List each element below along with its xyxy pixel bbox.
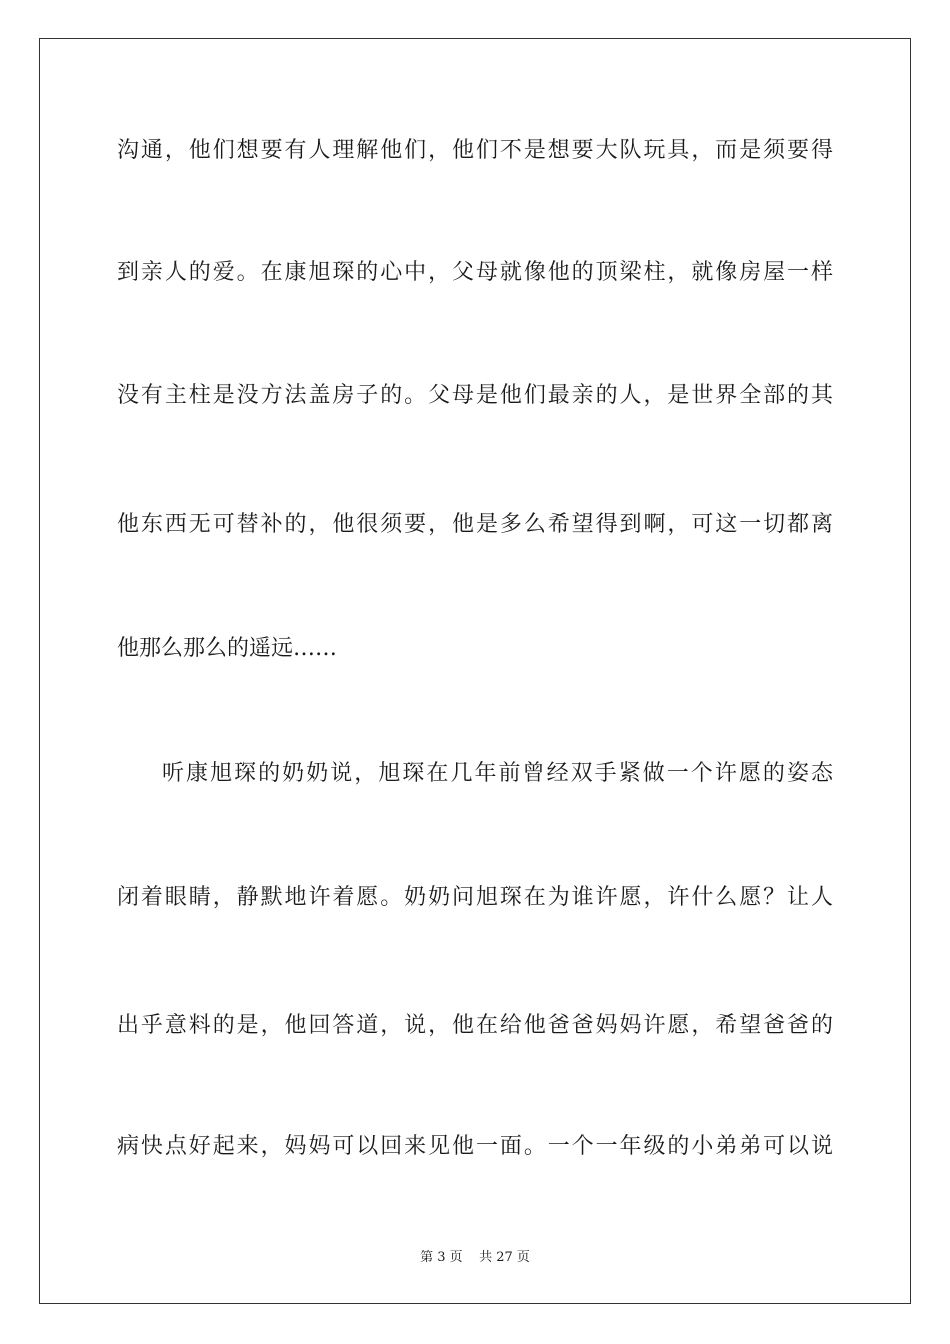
text-line-1: 沟通，他们想要有人理解他们，他们不是想要大队玩具，而是须要得 (117, 138, 833, 163)
page-number-footer: 第 3 页 共 27 页 (420, 1250, 530, 1265)
text-line-3: 没有主柱是没方法盖房子的。父母是他们最亲的人，是世界全部的其 (117, 383, 833, 408)
text-line-5: 他那么那么的遥远…… (117, 636, 338, 661)
text-line-9: 病快点好起来，妈妈可以回来见他一面。一个一年级的小弟弟可以说 (117, 1134, 833, 1159)
text-line-4: 他东西无可替补的，他很须要，他是多么希望得到啊，可这一切都离 (117, 512, 833, 537)
page-frame (39, 38, 911, 1304)
text-line-2: 到亲人的爱。在康旭琛的心中，父母就像他的顶梁柱，就像房屋一样 (117, 260, 833, 285)
text-line-7: 闭着眼睛，静默地许着愿。奶奶问旭琛在为谁许愿，许什么愿？让人 (117, 885, 833, 910)
paragraph-first-line: 听康旭琛的奶奶说，旭琛在几年前曾经双手紧做一个许愿的姿态 (162, 761, 833, 786)
text-line-8: 出乎意料的是，他回答道，说，他在给他爸爸妈妈许愿，希望爸爸的 (117, 1013, 833, 1038)
